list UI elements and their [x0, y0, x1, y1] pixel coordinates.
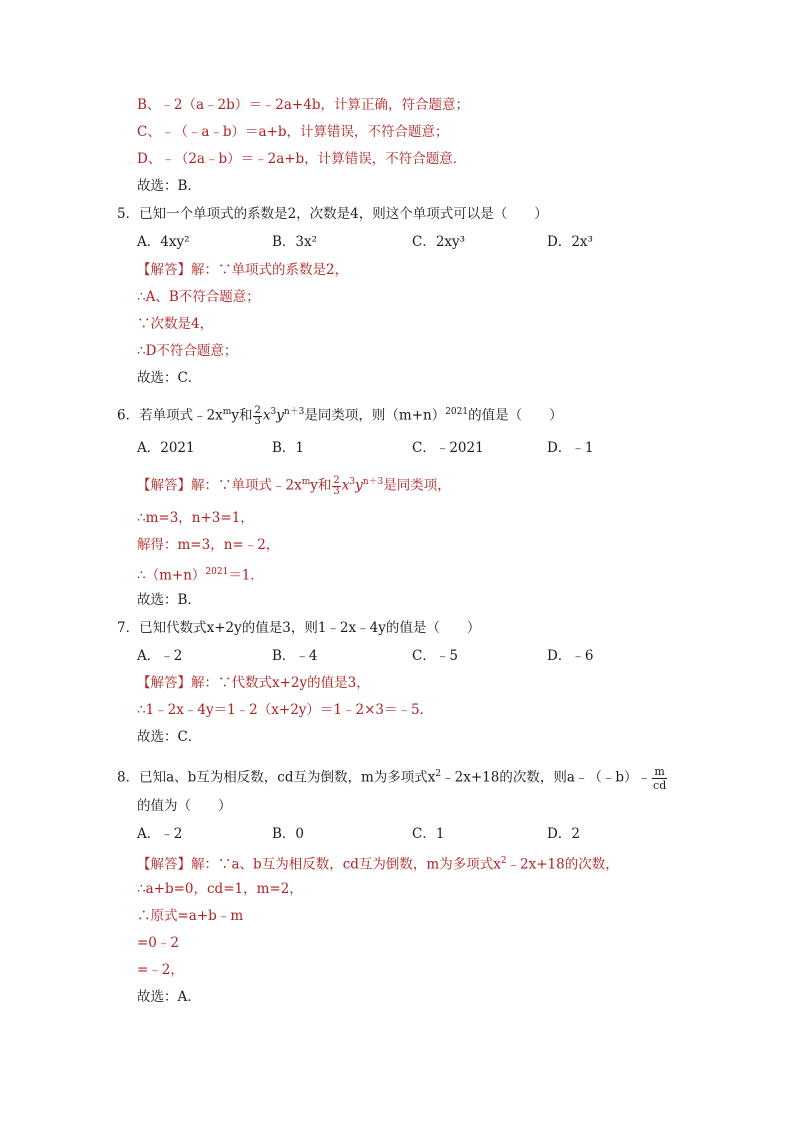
q6-solution-2: ∴m=3，n+3=1，: [137, 510, 254, 526]
q8-stem-line2: 的值为（ ）: [137, 798, 232, 814]
q5-solution-1: 【解答】解：∵单项式的系数是2，: [137, 262, 349, 278]
q7-stem: 7．已知代数式x+2y的值是3，则1﹣2x﹣4y的值是（ ）: [117, 620, 481, 636]
q8-solution-2: ∴a+b=0，cd=1，m=2，: [137, 881, 303, 897]
q5-option-a: A．4xy²: [137, 234, 190, 250]
prev-answer: 故选：B．: [137, 178, 201, 194]
q7-solution-1: 【解答】解：∵代数式x+2y的值是3，: [137, 675, 370, 691]
q8-stem: 8．已知a、b互为相反数，cd互为倒数，m为多项式$x^2﹣2x+18$的次数，则a﹣（﹣b）﹣ $\frac{m}{cd}$: [117, 764, 667, 792]
prev-option-d-solution: D、﹣（2a﹣b）＝﹣2a+b，计算错误，不符合题意．: [137, 151, 467, 167]
q5-stem: 5．已知一个单项式的系数是2，次数是4，则这个单项式可以是（ ）: [117, 206, 548, 222]
q6-option-d: D．﹣1: [547, 440, 594, 456]
q8-solution-3: ∴原式=a+b﹣m: [137, 908, 244, 924]
q5-solution-4: ∴D不符合题意；: [137, 343, 238, 359]
q7-answer: 故选：C．: [137, 729, 202, 745]
q7-option-c: C．﹣5: [412, 648, 458, 664]
q7-option-d: D．﹣6: [547, 648, 594, 664]
q6-solution-3: 解得：m=3，n=﹣2，: [137, 537, 280, 553]
q5-solution-2: ∴A、B不符合题意；: [137, 289, 260, 305]
q6-solution-4: $\therefore(m+n)^{2021}=1$．: [137, 567, 264, 584]
q8-option-d: D．2: [547, 826, 580, 842]
q8-solution-4: =0﹣2: [137, 935, 179, 951]
q8-answer: 故选：A．: [137, 989, 201, 1005]
q6-solution-1: 【解答】解：∵单项式$﹣2x^my$和 $\frac{2}{3}$ $x^3y^{n+3}$是同类项，: [137, 474, 451, 497]
q5-solution-3: ∵次数是4，: [137, 316, 214, 332]
q6-answer: 故选：B．: [137, 592, 201, 608]
q5-option-c: C．2xy³: [412, 234, 466, 250]
q7-solution-2: ∴1﹣2x﹣4y＝1﹣2（x+2y）＝1﹣2×3＝﹣5．: [137, 702, 434, 718]
q5-answer: 故选：C．: [137, 370, 202, 386]
q7-option-b: B．﹣4: [272, 648, 318, 664]
prev-option-c-solution: C、﹣（﹣a﹣b）＝a+b，计算错误，不符合题意；: [137, 124, 449, 140]
q6-option-b: B．1: [272, 440, 305, 456]
q8-solution-1: 【解答】解：∵a、b互为相反数，cd互为倒数，m为多项式$x^2﹣2x+18$的次数，: [137, 856, 619, 873]
q8-solution-5: =﹣2，: [137, 962, 184, 978]
q6-stem: 6．若单项式$﹣2x^my$和 $\frac{2}{3}$ $x^3y^{n+3}$是同类项，则$(m+n)^{2021}$的值是（ ）: [117, 404, 563, 427]
q5-option-d: D．2x³: [547, 234, 593, 250]
q6-option-a: A．2021: [137, 440, 195, 456]
q8-option-c: C．1: [412, 826, 445, 842]
q5-option-b: B．3x²: [272, 234, 318, 250]
q7-option-a: A．﹣2: [137, 648, 183, 664]
q6-option-c: C．﹣2021: [412, 440, 484, 456]
prev-option-b-solution: B、﹣2（a﹣2b）＝﹣2a+4b，计算正确，符合题意；: [137, 97, 469, 113]
q8-option-b: B．0: [272, 826, 305, 842]
q8-option-a: A．﹣2: [137, 826, 183, 842]
